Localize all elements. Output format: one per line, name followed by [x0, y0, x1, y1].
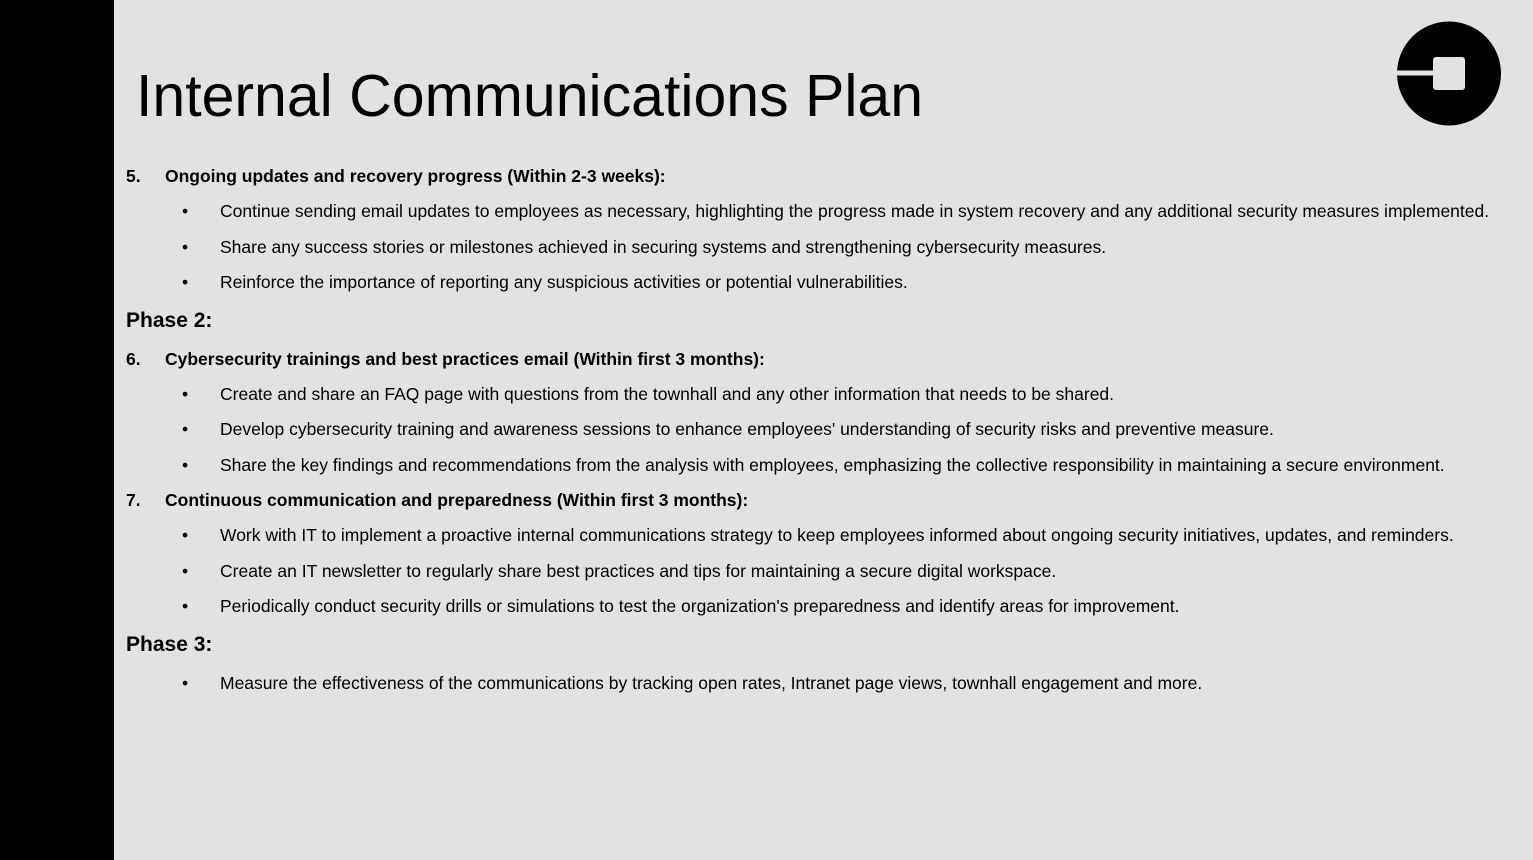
numbered-heading-7 [126, 489, 748, 511]
bullet-text: Reinforce the importance of reporting any suspicious activities or potential vulnerabilities. [220, 272, 908, 292]
bullet-text: Create an IT newsletter to regularly share best practices and tips for maintaining a secure digital workspace. [220, 561, 1057, 581]
item-number: 6. [126, 349, 141, 369]
item-heading: Ongoing updates and recovery progress (Within 2-3 weeks): [165, 166, 666, 186]
bullet-icon: • [182, 596, 189, 616]
bullet-icon: • [182, 673, 189, 693]
bullet-icon: • [182, 525, 189, 545]
bullet-icon: • [182, 201, 189, 221]
numbered-heading-5 [126, 165, 666, 187]
uber-logo-icon [1397, 21, 1501, 126]
bullet-text: Work with IT to implement a proactive internal communications strategy to keep employees informed about ongoing security initiatives, updates, and reminders. [220, 525, 1454, 545]
phase-2-heading: Phase 2: [126, 309, 213, 332]
left-sidebar-bar [0, 0, 114, 860]
bullet-text: Share the key findings and recommendations from the analysis with employees, emphasizing the collective responsibility in maintaining a secure environment. [220, 455, 1445, 475]
bullet-icon: • [182, 419, 189, 439]
bullet-text: Periodically conduct security drills or simulations to test the organization's preparedness and identify areas for improvement. [220, 596, 1180, 616]
item-heading: Continuous communication and preparedness (Within first 3 months): [165, 490, 749, 510]
bullet-text: Create and share an FAQ page with questions from the townhall and any other information that needs to be shared. [220, 384, 1115, 404]
bullet-icon: • [182, 561, 189, 581]
slide-title: Internal Communications Plan [136, 63, 924, 129]
item-number: 7. [126, 490, 141, 510]
bullet-text: Continue sending email updates to employees as necessary, highlighting the progress made in system recovery and any additional security measures implemented. [220, 201, 1490, 221]
item-number: 5. [126, 166, 141, 186]
bullet-icon: • [182, 384, 189, 404]
bullet-text: Develop cybersecurity training and awareness sessions to enhance employees' understanding of security risks and preventive measure. [220, 419, 1274, 439]
bullet-text: Measure the effectiveness of the communications by tracking open rates, Intranet page views, townhall engagement and more. [220, 673, 1203, 693]
bullet-text: Share any success stories or milestones achieved in securing systems and strengthening cybersecurity measures. [220, 237, 1107, 257]
bullet-icon: • [182, 237, 189, 257]
numbered-heading-6 [126, 348, 765, 370]
item-heading: Cybersecurity trainings and best practices email (Within first 3 months): [165, 349, 765, 369]
bullet-icon: • [182, 272, 189, 292]
phase-3-heading: Phase 3: [126, 633, 213, 656]
bullet-icon: • [182, 455, 189, 475]
